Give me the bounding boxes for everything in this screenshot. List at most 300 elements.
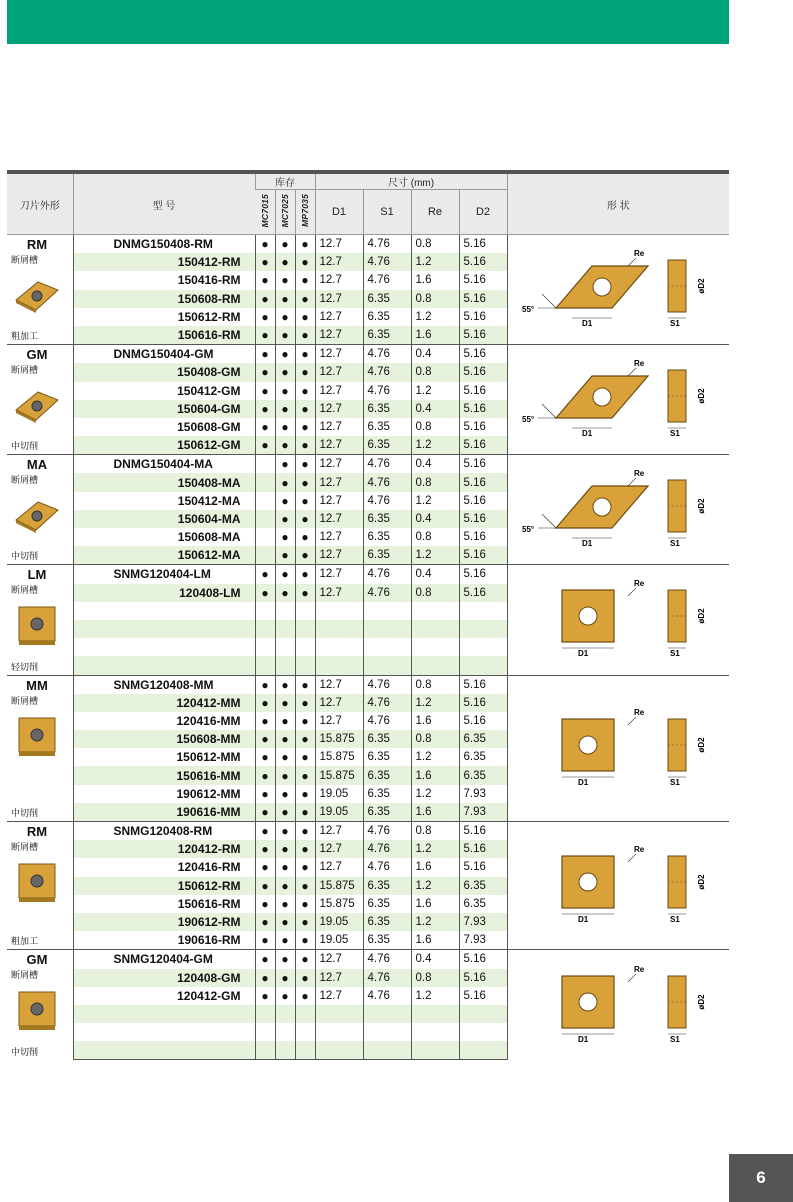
stock-dot: ● <box>295 858 315 876</box>
model-number: 150416-RM <box>73 271 255 289</box>
d1-value: 12.7 <box>315 528 363 546</box>
s1-label: S1 <box>670 1034 681 1044</box>
stock-dot <box>255 1041 275 1060</box>
re-value: 0.4 <box>411 345 459 364</box>
stock-dot: ● <box>295 290 315 308</box>
stock-dot: ● <box>295 473 315 491</box>
grade-label: MP7035 <box>300 194 310 227</box>
d1-value: 12.7 <box>315 546 363 565</box>
s1-label: S1 <box>670 777 681 787</box>
stock-dot: ● <box>255 436 275 455</box>
stock-dot: ● <box>295 455 315 474</box>
s1-label: S1 <box>670 539 681 549</box>
insert-group-rm <box>7 235 729 345</box>
stock-dot: ● <box>275 400 295 418</box>
s1-value: 4.76 <box>363 858 411 876</box>
model-number: 150608-MA <box>73 528 255 546</box>
stock-dot: ● <box>255 858 275 876</box>
s1-value: 6.35 <box>363 400 411 418</box>
model-number: 150412-GM <box>73 382 255 400</box>
d2-value: 5.16 <box>459 418 507 436</box>
re-value: 0.8 <box>411 969 459 987</box>
d2-value <box>459 638 507 656</box>
s1-value: 6.35 <box>363 766 411 784</box>
insert-photo <box>14 384 60 428</box>
s1-value: 4.76 <box>363 822 411 841</box>
insert-form-cell <box>507 565 729 675</box>
d2-value: 6.35 <box>459 895 507 913</box>
stock-dot: ● <box>275 712 295 730</box>
s1-value: 4.76 <box>363 253 411 271</box>
grade-label: MC7015 <box>259 193 270 228</box>
d2-value: 6.35 <box>459 877 507 895</box>
stock-dot: ● <box>275 565 295 584</box>
s1-label: S1 <box>670 649 681 659</box>
re-value: 1.2 <box>411 913 459 931</box>
re-value: 1.2 <box>411 987 459 1005</box>
s1-value: 4.76 <box>363 455 411 474</box>
s1-value: 4.76 <box>363 565 411 584</box>
s1-value: 4.76 <box>363 694 411 712</box>
s1-value: 4.76 <box>363 235 411 254</box>
stock-dot: ● <box>255 950 275 969</box>
d2-label: øD2 <box>697 388 707 404</box>
stock-dot <box>255 492 275 510</box>
re-value: 1.6 <box>411 326 459 345</box>
s1-label: S1 <box>670 915 681 925</box>
d2-value: 5.16 <box>459 308 507 326</box>
d1-value: 12.7 <box>315 510 363 528</box>
insert-drawing <box>518 466 718 550</box>
model-number: 190616-RM <box>73 931 255 950</box>
insert-group-lm <box>7 565 729 675</box>
d2-value: 6.35 <box>459 730 507 748</box>
stock-dot: ● <box>255 253 275 271</box>
header-model: 型 号 <box>73 172 255 235</box>
re-value: 0.8 <box>411 363 459 381</box>
d2-value: 5.16 <box>459 455 507 474</box>
re-value: 1.2 <box>411 877 459 895</box>
stock-dot <box>275 1023 295 1041</box>
insert-photo <box>14 604 60 648</box>
model-number: 150412-MA <box>73 492 255 510</box>
chipbreaker-code: GM <box>26 952 48 968</box>
d1-value: 12.7 <box>315 345 363 364</box>
d1-value: 12.7 <box>315 382 363 400</box>
re-value: 0.8 <box>411 822 459 841</box>
insert-photo <box>14 989 60 1033</box>
model-number: 150408-GM <box>73 363 255 381</box>
model-number: 150612-RM <box>73 877 255 895</box>
s1-value: 6.35 <box>363 748 411 766</box>
stock-dot: ● <box>295 950 315 969</box>
d1-value: 12.7 <box>315 822 363 841</box>
model-number: 150612-GM <box>73 436 255 455</box>
header-grade-3 <box>295 190 315 235</box>
model-number: 150608-MM <box>73 730 255 748</box>
header-form: 形 状 <box>507 172 729 235</box>
s1-value: 4.76 <box>363 987 411 1005</box>
stock-dot: ● <box>295 675 315 694</box>
stock-dot: ● <box>255 803 275 822</box>
d2-value: 7.93 <box>459 931 507 950</box>
model-number <box>73 1023 255 1041</box>
model-number <box>73 656 255 675</box>
s1-value <box>363 1005 411 1023</box>
stock-dot: ● <box>295 877 315 895</box>
stock-dot: ● <box>295 987 315 1005</box>
insert-drawing <box>518 576 718 660</box>
re-value: 0.4 <box>411 400 459 418</box>
stock-dot: ● <box>275 913 295 931</box>
model-number: SNMG120404-LM <box>73 565 255 584</box>
stock-dot: ● <box>295 326 315 345</box>
d1-value: 12.7 <box>315 492 363 510</box>
d1-value: 19.05 <box>315 931 363 950</box>
model-number: 150604-MA <box>73 510 255 528</box>
stock-dot: ● <box>275 235 295 254</box>
stock-dot: ● <box>275 418 295 436</box>
insert-form-cell <box>507 950 729 1060</box>
stock-dot: ● <box>295 565 315 584</box>
re-value: 1.6 <box>411 858 459 876</box>
d2-label: øD2 <box>697 737 707 753</box>
s1-value: 4.76 <box>363 345 411 364</box>
re-label: Re <box>634 579 645 589</box>
re-value: 1.6 <box>411 712 459 730</box>
re-value: 0.8 <box>411 290 459 308</box>
re-value: 1.6 <box>411 803 459 822</box>
d2-label: øD2 <box>697 498 707 514</box>
model-number: 120416-MM <box>73 712 255 730</box>
chipbreaker-code: MM <box>26 677 48 693</box>
re-label: Re <box>634 249 645 259</box>
model-number: 150612-RM <box>73 308 255 326</box>
d2-value: 5.16 <box>459 584 507 602</box>
stock-dot: ● <box>275 840 295 858</box>
d2-value: 5.16 <box>459 271 507 289</box>
model-number: SNMG120408-RM <box>73 822 255 841</box>
model-number: SNMG120408-MM <box>73 675 255 694</box>
insert-drawing <box>518 705 718 789</box>
d1-value <box>315 638 363 656</box>
model-number: SNMG120404-GM <box>73 950 255 969</box>
stock-dot: ● <box>275 363 295 381</box>
stock-dot: ● <box>275 546 295 565</box>
d2-label: øD2 <box>697 278 707 294</box>
d1-value <box>315 620 363 638</box>
d2-value: 5.16 <box>459 253 507 271</box>
stock-dot: ● <box>295 235 315 254</box>
stock-dot <box>255 455 275 474</box>
stock-dot: ● <box>255 877 275 895</box>
d1-value: 15.875 <box>315 730 363 748</box>
chipbreaker-label: 断屑槽 <box>11 475 39 486</box>
re-value: 0.4 <box>411 950 459 969</box>
re-value: 1.2 <box>411 382 459 400</box>
re-value: 1.2 <box>411 748 459 766</box>
stock-dot: ● <box>275 492 295 510</box>
re-value: 0.8 <box>411 675 459 694</box>
re-value: 1.6 <box>411 931 459 950</box>
chipbreaker-label: 断屑槽 <box>11 585 39 596</box>
stock-dot: ● <box>275 345 295 364</box>
s1-label: S1 <box>670 429 681 439</box>
stock-dot: ● <box>275 473 295 491</box>
s1-value: 6.35 <box>363 308 411 326</box>
s1-value: 4.76 <box>363 584 411 602</box>
d1-value: 12.7 <box>315 271 363 289</box>
model-number: DNMG150404-MA <box>73 455 255 474</box>
stock-dot <box>275 602 295 620</box>
re-label: Re <box>634 359 645 369</box>
d2-value: 5.16 <box>459 969 507 987</box>
model-number: 150408-MA <box>73 473 255 491</box>
d1-value: 12.7 <box>315 694 363 712</box>
model-number: 150608-GM <box>73 418 255 436</box>
table-row <box>7 455 729 474</box>
chipbreaker-label: 断屑槽 <box>11 842 39 852</box>
re-label: Re <box>634 707 645 717</box>
d2-value: 6.35 <box>459 766 507 784</box>
d1-label: D1 <box>582 539 593 549</box>
s1-value: 6.35 <box>363 418 411 436</box>
chipbreaker-code: RM <box>26 237 48 252</box>
stock-dot: ● <box>255 363 275 381</box>
stock-dot: ● <box>255 326 275 345</box>
stock-dot: ● <box>295 418 315 436</box>
d1-value: 12.7 <box>315 969 363 987</box>
table-row <box>7 235 729 254</box>
header-d1: D1 <box>315 190 363 235</box>
stock-dot: ● <box>295 492 315 510</box>
stock-dot: ● <box>255 840 275 858</box>
stock-dot: ● <box>275 528 295 546</box>
d2-value: 5.16 <box>459 492 507 510</box>
s1-value: 4.76 <box>363 382 411 400</box>
re-value <box>411 1041 459 1060</box>
d2-value <box>459 620 507 638</box>
header-shape: 刀片外形 <box>7 172 73 235</box>
model-number: DNMG150408-RM <box>73 235 255 254</box>
grade-label: MC7025 <box>280 193 290 228</box>
chipbreaker-code: MA <box>26 457 48 473</box>
stock-dot: ● <box>275 931 295 950</box>
d1-label: D1 <box>578 915 589 925</box>
stock-dot: ● <box>275 803 295 822</box>
re-value <box>411 1023 459 1041</box>
stock-dot: ● <box>255 235 275 254</box>
s1-value <box>363 1023 411 1041</box>
header-size: 尺寸 (mm) <box>315 172 507 190</box>
stock-dot: ● <box>275 969 295 987</box>
model-number: 120412-MM <box>73 694 255 712</box>
stock-dot: ● <box>295 510 315 528</box>
stock-dot: ● <box>255 694 275 712</box>
d1-value <box>315 1041 363 1060</box>
d1-value <box>315 1023 363 1041</box>
stock-dot <box>295 602 315 620</box>
stock-dot <box>255 528 275 546</box>
d2-value <box>459 1005 507 1023</box>
chipbreaker-code: LM <box>27 567 47 583</box>
stock-dot: ● <box>275 950 295 969</box>
chipbreaker-label: 断屑槽 <box>11 695 39 706</box>
stock-dot: ● <box>275 822 295 841</box>
stock-dot: ● <box>255 748 275 766</box>
d1-value <box>315 1005 363 1023</box>
stock-dot: ● <box>275 766 295 784</box>
s1-value: 4.76 <box>363 492 411 510</box>
stock-dot <box>255 656 275 675</box>
s1-value: 6.35 <box>363 803 411 822</box>
insert-group-ma <box>7 455 729 565</box>
stock-dot: ● <box>275 382 295 400</box>
d1-value: 12.7 <box>315 400 363 418</box>
insert-shape-cell <box>7 822 73 950</box>
re-label: Re <box>634 845 645 855</box>
re-value: 0.8 <box>411 418 459 436</box>
s1-value <box>363 638 411 656</box>
d2-value: 5.16 <box>459 987 507 1005</box>
d2-value: 5.16 <box>459 400 507 418</box>
insert-drawing <box>518 842 718 926</box>
stock-dot: ● <box>295 803 315 822</box>
machining-type: 中切削 <box>11 1046 39 1057</box>
stock-dot: ● <box>255 345 275 364</box>
stock-dot <box>295 1005 315 1023</box>
d2-value: 5.16 <box>459 546 507 565</box>
insert-shape-cell <box>7 950 73 1060</box>
model-number: 150608-RM <box>73 290 255 308</box>
s1-value <box>363 602 411 620</box>
header-grade-1 <box>255 190 275 235</box>
s1-value: 4.76 <box>363 950 411 969</box>
d2-value: 5.16 <box>459 840 507 858</box>
page-number: 6 <box>729 1154 793 1202</box>
stock-dot <box>255 1023 275 1041</box>
chipbreaker-label: 断屑槽 <box>11 970 39 981</box>
re-value: 0.8 <box>411 473 459 491</box>
d1-value: 12.7 <box>315 584 363 602</box>
model-number: DNMG150404-GM <box>73 345 255 364</box>
stock-dot: ● <box>275 308 295 326</box>
s1-value: 6.35 <box>363 913 411 931</box>
model-number: 190612-MM <box>73 785 255 803</box>
d1-value: 12.7 <box>315 455 363 474</box>
d2-value: 5.16 <box>459 345 507 364</box>
d1-value: 15.875 <box>315 877 363 895</box>
s1-value: 6.35 <box>363 528 411 546</box>
angle-label: 55° <box>522 525 535 535</box>
header-s1: S1 <box>363 190 411 235</box>
d2-label: øD2 <box>697 994 707 1010</box>
stock-dot: ● <box>275 730 295 748</box>
insert-form-cell <box>507 345 729 455</box>
stock-dot: ● <box>275 455 295 474</box>
stock-dot: ● <box>295 271 315 289</box>
stock-dot <box>295 620 315 638</box>
stock-dot: ● <box>295 840 315 858</box>
d2-value: 5.16 <box>459 363 507 381</box>
d1-value: 12.7 <box>315 290 363 308</box>
re-value: 1.2 <box>411 840 459 858</box>
stock-dot <box>295 1023 315 1041</box>
stock-dot: ● <box>295 253 315 271</box>
table-row <box>7 565 729 584</box>
stock-dot: ● <box>255 931 275 950</box>
re-label: Re <box>634 964 645 974</box>
d2-value <box>459 1023 507 1041</box>
s1-value: 6.35 <box>363 895 411 913</box>
re-value <box>411 638 459 656</box>
stock-dot <box>275 1005 295 1023</box>
re-value: 1.2 <box>411 694 459 712</box>
stock-dot <box>255 1005 275 1023</box>
re-value: 0.8 <box>411 730 459 748</box>
header-grade-2 <box>275 190 295 235</box>
re-value: 0.8 <box>411 528 459 546</box>
s1-value: 6.35 <box>363 785 411 803</box>
re-value: 1.2 <box>411 546 459 565</box>
machining-type: 中切削 <box>11 441 39 452</box>
d2-value: 5.16 <box>459 528 507 546</box>
insert-form-cell <box>507 455 729 565</box>
model-number <box>73 620 255 638</box>
stock-dot: ● <box>255 712 275 730</box>
stock-dot: ● <box>275 271 295 289</box>
header-stock: 库存 <box>255 172 315 190</box>
d1-value: 12.7 <box>315 235 363 254</box>
machining-type: 中切削 <box>11 808 39 818</box>
stock-dot <box>255 638 275 656</box>
stock-dot <box>295 1041 315 1060</box>
stock-dot: ● <box>275 326 295 345</box>
s1-value: 4.76 <box>363 969 411 987</box>
d1-value: 12.7 <box>315 712 363 730</box>
d1-value: 12.7 <box>315 418 363 436</box>
d1-value: 12.7 <box>315 436 363 455</box>
model-number <box>73 1005 255 1023</box>
d1-value: 12.7 <box>315 840 363 858</box>
re-value <box>411 602 459 620</box>
stock-dot: ● <box>275 675 295 694</box>
stock-dot: ● <box>275 895 295 913</box>
re-value: 1.2 <box>411 436 459 455</box>
chipbreaker-label: 断屑槽 <box>11 255 39 265</box>
s1-label: S1 <box>670 319 681 329</box>
stock-dot <box>275 620 295 638</box>
s1-value: 6.35 <box>363 326 411 345</box>
stock-dot: ● <box>275 253 295 271</box>
stock-dot: ● <box>255 400 275 418</box>
stock-dot <box>295 656 315 675</box>
re-value <box>411 620 459 638</box>
stock-dot <box>295 638 315 656</box>
re-value <box>411 656 459 675</box>
re-value: 0.8 <box>411 235 459 254</box>
table-row <box>7 345 729 364</box>
d1-label: D1 <box>578 649 589 659</box>
stock-dot: ● <box>255 913 275 931</box>
stock-dot: ● <box>255 271 275 289</box>
stock-dot: ● <box>255 822 275 841</box>
d1-value: 15.875 <box>315 748 363 766</box>
d2-value: 5.16 <box>459 565 507 584</box>
model-number: 150604-GM <box>73 400 255 418</box>
stock-dot: ● <box>295 436 315 455</box>
stock-dot: ● <box>255 766 275 784</box>
